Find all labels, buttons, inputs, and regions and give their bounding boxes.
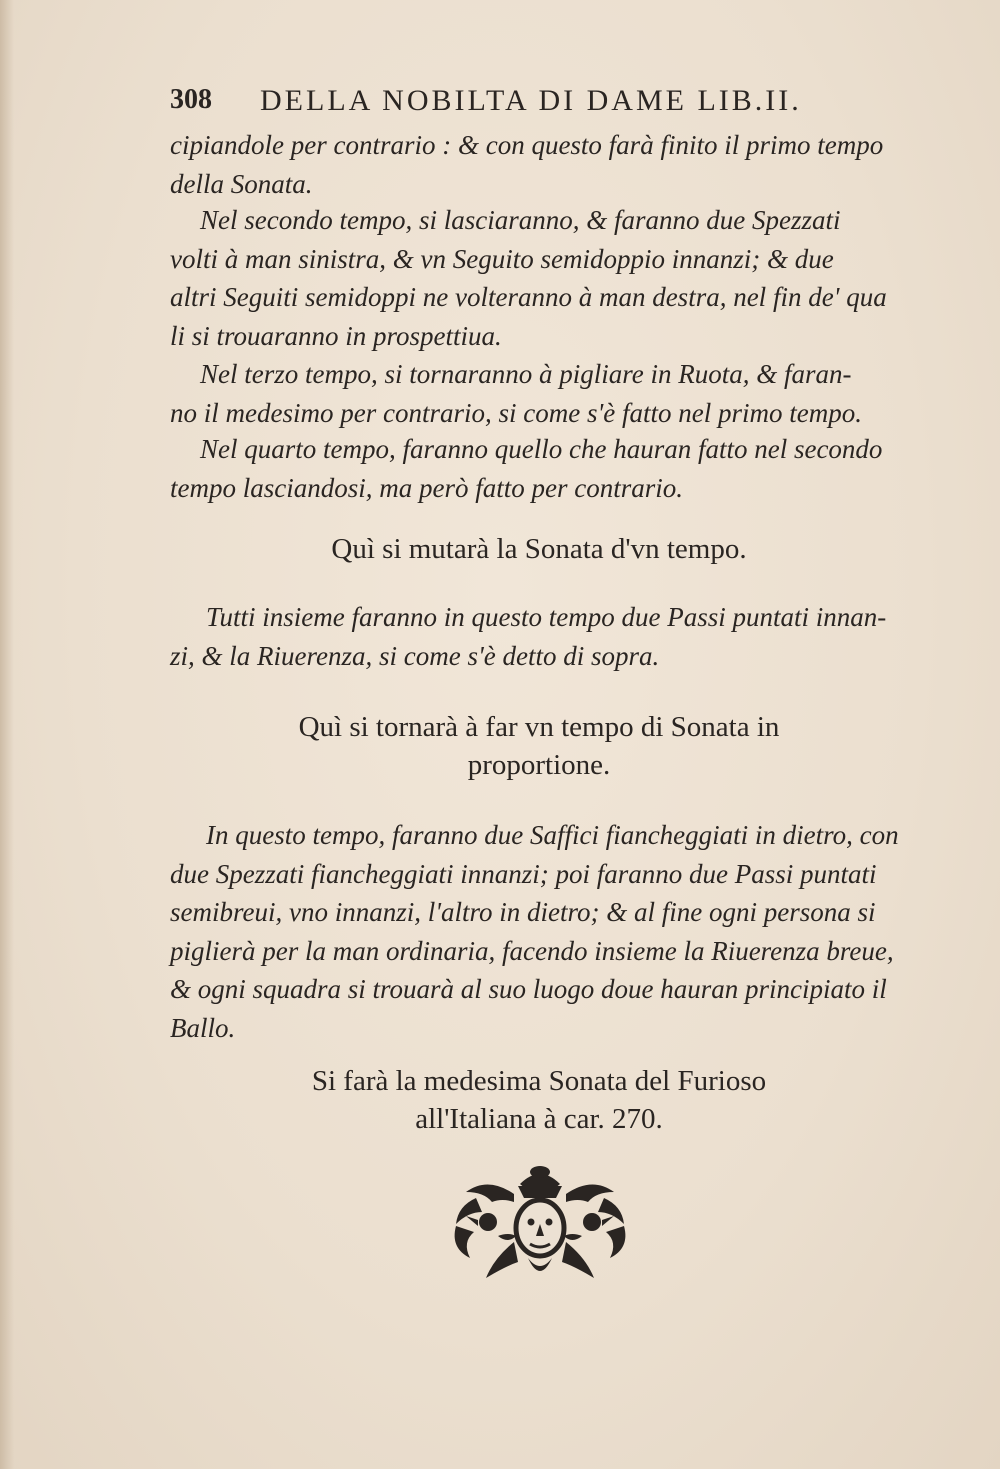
text-line: no il medesimo per contrario, si come s'è fatto nel primo tempo. (170, 397, 862, 428)
heading-line: Quì si tornarà à far vn tempo di Sonata in (298, 711, 780, 743)
paragraph-second-tempo (170, 201, 908, 355)
section-heading (170, 708, 908, 784)
text-line: Tutti insieme faranno in questo tempo due Passi puntati innan- (206, 602, 887, 632)
floral-ornament-icon (448, 1162, 632, 1284)
text-line: tempo lasciandosi, ma però fatto per contrario. (170, 472, 683, 503)
text-line: zi, & la Riuerenza, si come s'è detto di sopra. (170, 640, 660, 671)
text-line: li si trouaranno in prospettiua. (170, 320, 502, 351)
text-line: & ogni squadra si trouarà al suo luogo doue hauran principiato il (170, 974, 887, 1004)
running-title: DELLA NOBILTA DI DAME LIB.II. (260, 84, 802, 117)
section-heading (170, 530, 908, 568)
text-line: Ballo. (170, 1012, 236, 1043)
closing-note (170, 1062, 908, 1138)
closing-line: all'Italiana à car. 270. (415, 1103, 663, 1135)
page-gutter-shadow (0, 0, 14, 1469)
heading-line: Quì si mutarà la Sonata d'vn tempo. (331, 533, 747, 565)
paragraph-third-tempo (170, 355, 908, 432)
text-line: Nel secondo tempo, si lasciaranno, & faranno due Spezzati (200, 205, 841, 235)
paragraph-fourth-tempo (170, 430, 908, 507)
text-line: In questo tempo, faranno due Saffici fiancheggiati in dietro, con (206, 820, 899, 850)
heading-line: proportione. (467, 749, 611, 781)
paragraph-proportion-tempo (170, 816, 908, 1047)
text-line: altri Seguiti semidoppi ne volteranno à man destra, nel fin de' qua (170, 282, 887, 312)
text-line: della Sonata. (170, 168, 313, 199)
page-header (170, 84, 880, 120)
text-line: cipiandole per contrario : & con questo farà finito il primo tempo (170, 130, 884, 160)
text-line: due Spezzati fiancheggiati innanzi; poi faranno due Passi puntati (170, 858, 877, 889)
text-line: Nel quarto tempo, faranno quello che hauran fatto nel secondo (200, 434, 883, 464)
paragraph-all-together (170, 598, 908, 675)
text-line: volti à man sinistra, & vn Seguito semidoppio innanzi; & due (170, 243, 834, 274)
text-line: semibreui, vno innanzi, l'altro in dietro; & al fine ogni persona si (170, 897, 876, 927)
page-number: 308 (170, 84, 212, 115)
text-line: Nel terzo tempo, si tornaranno à pigliare in Ruota, & faran- (200, 359, 852, 389)
closing-line: Si farà la medesima Sonata del Furioso (311, 1065, 767, 1097)
paragraph-continuation (170, 126, 908, 203)
text-line: piglierà per la man ordinaria, facendo insieme la Riuerenza breue, (170, 935, 894, 966)
